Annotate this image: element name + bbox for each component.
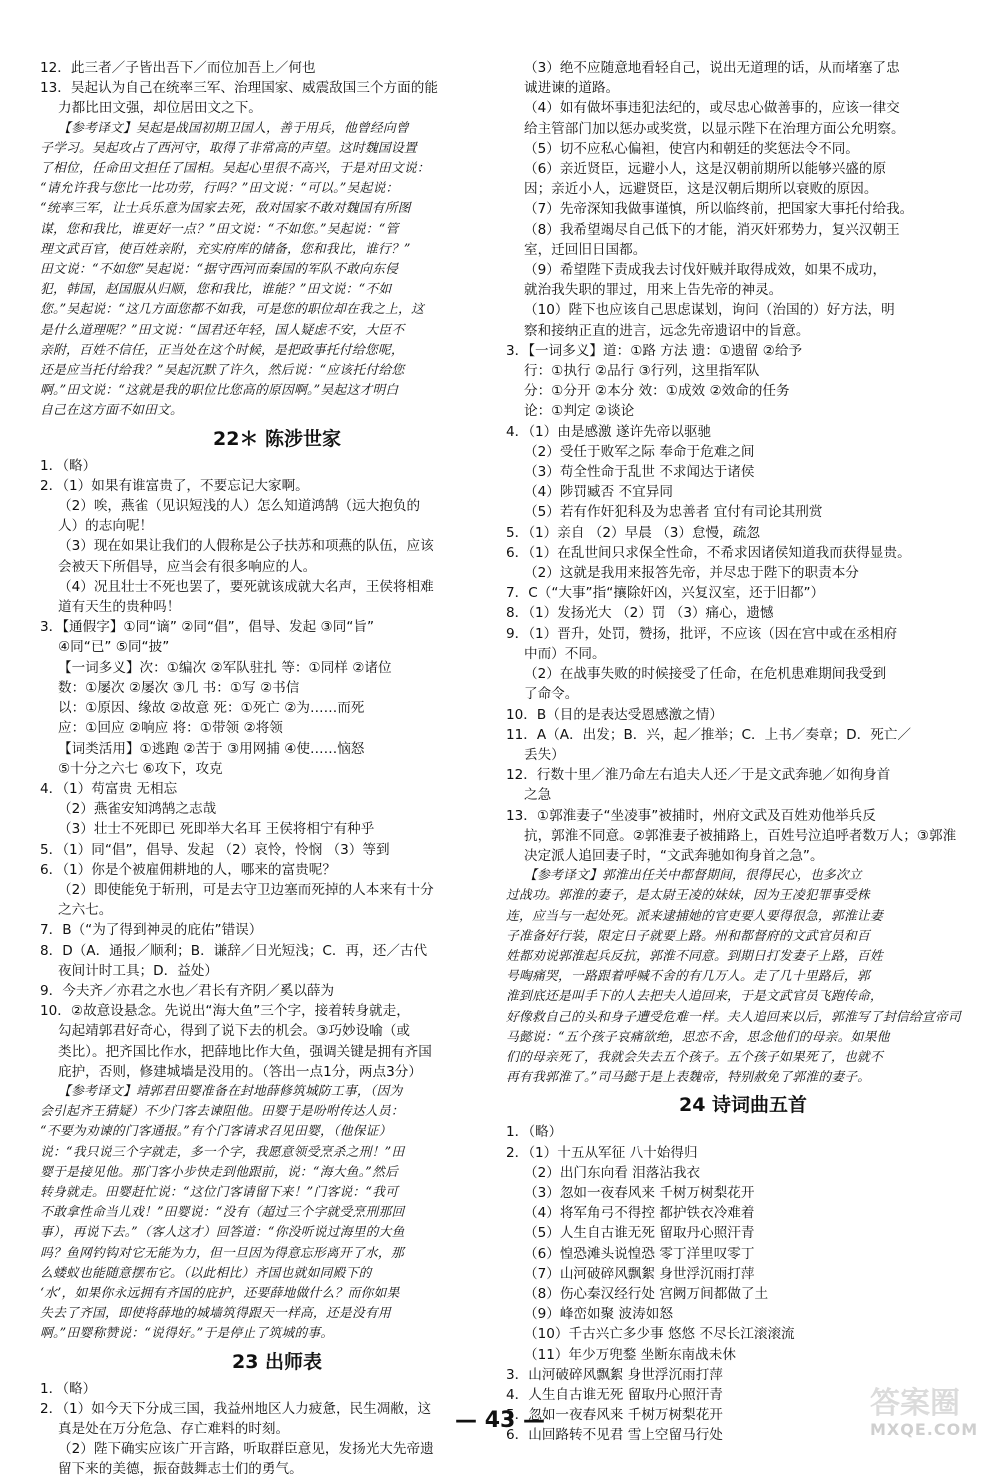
answer-line: 10．②故意设悬念。先说出“海大鱼”三个字，接着转身就走， xyxy=(40,1003,410,1020)
answer-line: 数：①屡次 ②屡次 ③几 书：①写 ②书信 xyxy=(58,679,300,696)
watermark-logo-url: MXQE.COM xyxy=(870,1420,979,1439)
answer-line: 抗，郭淮不同意。②郭淮妻子被捕路上，百姓号泣追呼者数万人；③郭淮 xyxy=(524,827,957,844)
answer-line: 1．（略） xyxy=(40,457,97,474)
answer-line: 11．A（A．出发；B．兴，起／推举；C．上书／奏章；D．死亡／ xyxy=(506,726,912,743)
answer-line: 13．吴起认为自己在统率三军、治理国家、威震敌国三个方面的能 xyxy=(40,80,438,97)
answer-line: （4）如有做坏事违犯法纪的，或尽忠心做善事的，应该一律交 xyxy=(524,100,900,117)
answer-line: （2）燕雀安知鸿鹄之志哉 xyxy=(58,801,217,818)
translation-line: 说：“我只说三个字就走，多一个字，我愿意领受烹杀之刑！”田 xyxy=(40,1144,405,1160)
answer-line: 12．行数十里／淮乃命左右追夫人还／于是文武奔驰／如徇身首 xyxy=(506,767,891,784)
answer-line: 夜间计时工具；D．益处） xyxy=(58,962,218,979)
answer-line: 之六七。 xyxy=(58,902,113,919)
answer-line: （3）绝不应随意地看轻自己，说出无道理的话，从而堵塞了忠 xyxy=(524,60,900,76)
answer-line: 8．D（A．通报／顺利；B．谦辞／日光短浅；C．再，还／古代 xyxy=(40,942,428,959)
answer-line: （6）亲近贤臣，远避小人，这是汉朝前期所以能够兴盛的原 xyxy=(524,161,887,178)
answer-line: （4）将军角弓不得控 都护铁衣冷难着 xyxy=(524,1205,755,1222)
answer-line: 中而）不同。 xyxy=(524,645,606,662)
translation-line: 犯，韩国，赵国服从归顺，您和我比，谁能？”田文说：“不如 xyxy=(40,282,392,298)
translation-line: 们的母亲死了，我就会失去五个孩子。五个孩子如果死了，也就不 xyxy=(506,1049,883,1065)
translation-line: 田文说：“不如您”吴起说：“据守西河而秦国的军队不敢向东侵 xyxy=(40,262,399,278)
translation-line: 好像救自己的头和身子遭受危难一样。夫人追回来以后，郭淮写了封信给宣帝司 xyxy=(506,1009,961,1025)
answer-line: 室，迁回旧日国都。 xyxy=(524,241,647,258)
translation-line: 【参考译文】郭淮出任关中都督期间，很得民心，也多次立 xyxy=(524,868,862,884)
answer-line: （5）若有作奸犯科及为忠善者 宜付有司论其刑赏 xyxy=(524,504,823,521)
answer-line: （5）切不应私心偏袒，使宫内和朝廷的奖惩法令不同。 xyxy=(524,140,859,157)
translation-line: 谋，您和我比，谁更好一点？”田文说：“不如您。”吴起说：“管 xyxy=(40,221,399,237)
watermark-logo-mark: 答案圈 xyxy=(870,1386,960,1421)
translation-line: “不要为劝谏的门客通报。”有个门客请求召见田婴，（他保证） xyxy=(40,1124,392,1140)
answer-line: 6．（1）在乱世间只求保全性命，不希求因诸侯知道我而获得显贵。 xyxy=(506,544,911,561)
answer-line: （2）受任于败军之际 奉命于危难之间 xyxy=(524,443,755,460)
answer-line: （2）陛下确实应该广开言路，听取群臣意见，发扬光大先帝遗 xyxy=(58,1441,434,1458)
translation-line: 是什么道理呢？”田文说：“国君还年轻，国人疑虑不安，大臣不 xyxy=(40,322,405,338)
translation-line: 【参考译文】靖郭君田婴准备在封地薛修筑城防工事，（因为 xyxy=(58,1083,403,1099)
answer-line: 13．①郭淮妻子“坐凌事”被捕时，州府文武及百姓劝他举兵反 xyxy=(506,807,876,824)
answer-line: 了命令。 xyxy=(524,686,579,703)
answer-line: 2．（1）如果有谁富贵了，不要忘记大家啊。 xyxy=(40,477,309,494)
answer-line: （5）人生自古谁无死 留取丹心照汗青 xyxy=(524,1225,755,1242)
answer-line: 以：①原因、缘故 ②故意 死：①死亡 ②为……而死 xyxy=(58,700,365,717)
answer-line: （2）这就是我用来报答先帝，并尽忠于陛下的职责本分 xyxy=(524,565,859,582)
answer-line: 道有天生的贵种吗！ xyxy=(58,599,181,616)
answer-line: （9）峰峦如聚 波涛如怒 xyxy=(524,1306,673,1323)
answer-line: 因；亲近小人，远避贤臣，这是汉朝后期所以衰败的原因。 xyxy=(524,181,878,198)
translation-line: 理文武百官，使百姓亲附，充实府库的储备，您和我比，谁行？” xyxy=(40,241,411,257)
answer-line: （2）出门东向看 泪落沾我衣 xyxy=(524,1164,701,1181)
answer-line: （11）年少万兜鍪 坐断东南战未休 xyxy=(524,1346,736,1363)
answer-line: （8）我希望竭尽自己低下的才能，消灭奸邪势力，复兴汉朝王 xyxy=(524,221,900,238)
answer-line: （2）即使能免于斩刑，可是去守卫边塞而死掉的人本来有十分 xyxy=(58,881,434,898)
translation-line: 么蝼蚁也能随意摆布它。（以此相比）齐国也就如同殿下的 xyxy=(40,1265,372,1281)
translation-line: 马懿说：“五个孩子哀痛欲绝，思恋不舍，思念他们的母亲。如果他 xyxy=(506,1029,890,1045)
translation-line: 失去了齐国，即使将薛地的城墙筑得跟天一样高，还是没有用 xyxy=(40,1306,391,1322)
answer-line: 6．山回路转不见君 雪上空留马行处 xyxy=(506,1427,723,1444)
answer-line: 6．（1）你是个被雇佣耕地的人，哪来的富贵呢？ xyxy=(40,861,336,878)
answer-line: 类比）。把齐国比作水，把薛地比作大鱼，强调关键是拥有齐国 xyxy=(58,1043,432,1060)
answer-line: （3）壮士不死即已 死即举大名耳 王侯将相宁有种乎 xyxy=(58,821,375,838)
page-number: — 43 — xyxy=(455,1408,545,1433)
translation-line: 亲附，百姓不信任，正当处在这个时候，是把政事托付给您呢， xyxy=(40,342,404,358)
answer-line: 【一词多义】次：①编次 ②军队驻扎 等：①同样 ②诸位 xyxy=(58,659,392,676)
answer-line: 12．此三者／子皆出吾下／而位加吾上／何也 xyxy=(40,60,316,76)
translation-line: 淮到底还是叫手下的人去把夫人追回来，于是文武官员飞跑传命， xyxy=(506,989,883,1005)
answer-line: 丢失） xyxy=(524,746,565,763)
answer-line: 2．（1）如今天下分成三国，我益州地区人力疲惫，民生凋敝，这 xyxy=(40,1400,432,1417)
answer-line: 诚进谏的道路。 xyxy=(524,80,620,97)
translation-line: 【参考译文】吴起是战国初期卫国人，善于用兵，他曾经向曾 xyxy=(58,120,409,136)
translation-line: 姓都劝说郭淮起兵反抗，郭淮不同意。到期日打发妻子上路，百姓 xyxy=(506,948,883,964)
answer-line: 留下来的美德，振奋鼓舞志士们的勇气。 xyxy=(58,1461,303,1478)
answer-line: 5．（1）同“倡”，倡导、发起 （2）哀怜，怜悯 （3）等到 xyxy=(40,841,390,858)
answer-line: 8．（1）发扬光大 （2）罚 （3）痛心，遗憾 xyxy=(506,605,774,622)
answer-line: 5．（1）亲自 （2）早晨 （3）怠慢，疏忽 xyxy=(506,524,760,541)
section-heading: 22＊ 陈涉世家 xyxy=(212,427,342,450)
answer-line: 5．忽如一夜春风来 千树万树梨花开 xyxy=(506,1407,723,1424)
answer-line: （7）先帝深知我做事谨慎，所以临终前，把国家大事托付给我。 xyxy=(524,201,914,218)
answer-line: 就治我失职的罪过，用来上告先帝的神灵。 xyxy=(524,282,783,299)
answer-line: （2）在战事失败的时候接受了任命，在危机患难期间我受到 xyxy=(524,666,887,683)
answer-line: 之急 xyxy=(524,787,552,804)
answer-line: 会被天下所倡导，应当会有很多响应的人。 xyxy=(58,558,317,575)
answer-line: 7．C（“大事”指“攘除奸凶，兴复汉室，还于旧都”） xyxy=(506,585,825,602)
left-column xyxy=(40,58,514,1480)
translation-line: 婴于是接见他。那门客小步快走到他跟前，说：“海大鱼。”然后 xyxy=(40,1164,398,1180)
answer-line: 勾起靖郭君好奇心，得到了说下去的机会。③巧妙设喻（或 xyxy=(58,1023,411,1040)
answer-line: （8）伤心秦汉经行处 宫阙万间都做了土 xyxy=(524,1285,769,1302)
answer-line: 给主管部门加以惩办或奖赏，以显示陛下在治理方面公允明察。 xyxy=(524,120,905,137)
answer-line: 4．人生自古谁无死 留取丹心照汗青 xyxy=(506,1387,723,1403)
answer-line: ④同“已” ⑤同“披” xyxy=(58,639,170,656)
translation-line: 啊。”田文说：“这就是我的职位比您高的原因啊。”吴起这才明白 xyxy=(40,383,399,399)
answer-line: （10）陛下也应该自己思虑谋划，询问（治国的）好方法，明 xyxy=(524,302,895,319)
answer-line: 3．山河破碎风飘絮 身世浮沉雨打萍 xyxy=(506,1366,723,1383)
answer-line: 行：①执行 ②品行 ③行列，这里指军队 xyxy=(524,363,760,380)
section-heading: 24 诗词曲五首 xyxy=(678,1094,808,1117)
answer-line: 力都比田文强，却位居田文之下。 xyxy=(58,100,262,117)
answer-line: 2．（1）十五从军征 八十始得归 xyxy=(506,1144,698,1161)
translation-line: ‘水’，如果你永远拥有齐国的庇护，还要薛地做什么？而你如果 xyxy=(40,1285,400,1301)
translation-line: 了相位，任命田文担任了国相。吴起心里很不高兴，于是对田文说： xyxy=(40,161,430,177)
answer-line: 应：①回应 ②响应 将：①带领 ②将领 xyxy=(58,720,283,737)
answer-line: （10）千古兴亡多少事 悠悠 不尽长江滚滚流 xyxy=(524,1326,795,1343)
answer-line: 人）的志向呢！ xyxy=(58,518,154,535)
answer-line: （4）陟罚臧否 不宜异同 xyxy=(524,484,673,501)
answer-line: ⑤十分之六七 ⑥攻下，攻克 xyxy=(58,760,223,777)
answer-line: 论：①判定 ②谈论 xyxy=(524,403,635,420)
answer-line: 10．B（目的是表达受恩感激之情） xyxy=(506,706,723,723)
translation-line: “请允许我与您比一比功劳，行吗？”田文说：“可以。”吴起说： xyxy=(40,181,399,197)
section-heading: 23 出师表 xyxy=(231,1350,323,1373)
answer-line: 察和接纳正直的进言，远念先帝遗诏中的旨意。 xyxy=(524,322,810,339)
translation-line: 吗？鱼网钓钩对它无能为力，但一旦因为得意忘形离开了水，那 xyxy=(40,1245,404,1261)
answer-line: （6）惶恐滩头说惶恐 零丁洋里叹零丁 xyxy=(524,1245,755,1262)
translation-line: 再有我郭淮了。”司马懿于是上表魏帝，特别赦免了郭淮的妻子。 xyxy=(506,1070,871,1086)
answer-line: 9．今夫齐／亦君之水也／君长有齐阴／奚以薛为 xyxy=(40,982,335,999)
answer-line: 4．（1）苟富贵 无相忘 xyxy=(40,780,178,797)
answer-line: （3）忽如一夜春风来 千树万树梨花开 xyxy=(524,1184,755,1201)
answer-line: （7）山河破碎风飘絮 身世浮沉雨打萍 xyxy=(524,1265,755,1282)
translation-line: 子学习。吴起攻占了西河守，取得了非常高的声望。这时魏国设置 xyxy=(40,140,417,156)
translation-line: 转身就走。田婴赶忙说：“这位门客请留下来！”门客说：“我可 xyxy=(40,1184,399,1200)
answer-line: （3）苟全性命于乱世 不求闻达于诸侯 xyxy=(524,464,755,481)
translation-line: 号啕痛哭，一路跟着呼喊不舍的有几万人。走了几十里路后，郭 xyxy=(506,969,870,985)
answer-line: 7．B（“为了得到神灵的庇佑”错误） xyxy=(40,922,263,939)
translation-line: 自己在这方面不如田文。 xyxy=(40,403,183,419)
answer-line: 3．【一词多义】道：①路 方法 遗：①遗留 ②给予 xyxy=(506,342,803,359)
translation-line: 子准备好行装，限定日子就要上路。州和都督府的文武官员和百 xyxy=(506,928,870,944)
answer-line: 庇护，否则，修建城墙是没用的。（答出一点1分，两点3分） xyxy=(58,1063,422,1080)
answer-line: （3）现在如果让我们的人假称是公子扶苏和项燕的队伍，应该 xyxy=(58,538,434,555)
answer-line: 9．（1）晋升，处罚，赞扬，批评，不应该（因在宫中或在丞相府 xyxy=(506,625,898,642)
translation-line: 还是应当托付给我？”吴起沉默了许久，然后说：“应该托付给您 xyxy=(40,363,405,379)
watermark-logo xyxy=(862,1376,994,1448)
translation-line: 会引起齐王猜疑）不少门客去谏阻他。田婴于是吩咐传达人员： xyxy=(40,1104,404,1120)
answer-line: 4．（1）由是感激 遂许先帝以驱驰 xyxy=(506,423,712,440)
translation-line: “统率三军，让士兵乐意为国家去死，敌对国家不敢对魏国有所图 xyxy=(40,201,411,217)
right-column xyxy=(506,58,980,1446)
answer-line: （4）况且壮士不死也罢了，要死就该成就大名声，王侯将相难 xyxy=(58,578,434,595)
answer-line: 真是处在万分危急、存亡难料的时刻。 xyxy=(58,1421,290,1437)
answer-line: （9）希望陛下责成我去讨伐奸贼并取得成效，如果不成功， xyxy=(524,262,887,279)
translation-line: 啊。”田婴称赞说：“说得好。”于是停止了筑城的事。 xyxy=(40,1326,334,1342)
answer-line: 【词类活用】①逃跑 ②苦于 ③用网捕 ④使……恼怒 xyxy=(58,740,365,757)
translation-line: 事），再说下去。”（客人这才）回答道：“你没听说过海里的大鱼 xyxy=(40,1225,405,1241)
translation-line: 您。”吴起说：“这几方面您都不如我，可是您的职位却在我之上，这 xyxy=(40,302,424,318)
translation-line: 不敢拿性命当儿戏！”田婴说：“没有（超过三个字就受烹刑那回 xyxy=(40,1205,405,1221)
answer-line: 1．（略） xyxy=(506,1124,563,1141)
translation-line: 过战功。郭淮的妻子，是太尉王凌的妹妹，因为王凌犯罪事受株 xyxy=(506,888,870,904)
answer-line: 分：①分开 ②本分 效：①成效 ②效命的任务 xyxy=(524,383,790,400)
answer-line: 3．【通假字】①同“谪” ②同“倡”，倡导、发起 ③同“旨” xyxy=(40,619,374,636)
answer-line: （2）唉，燕雀（见识短浅的人）怎么知道鸿鹄（远大抱负的 xyxy=(58,498,421,515)
translation-line: 连，应当与一起处死。派来逮捕她的官吏要人要得很急，郭淮让妻 xyxy=(506,908,883,924)
answer-line: 1．（略） xyxy=(40,1380,97,1397)
answer-line: 决定派人追回妻子时，“文武奔驰如徇身首之急”。 xyxy=(524,847,824,864)
